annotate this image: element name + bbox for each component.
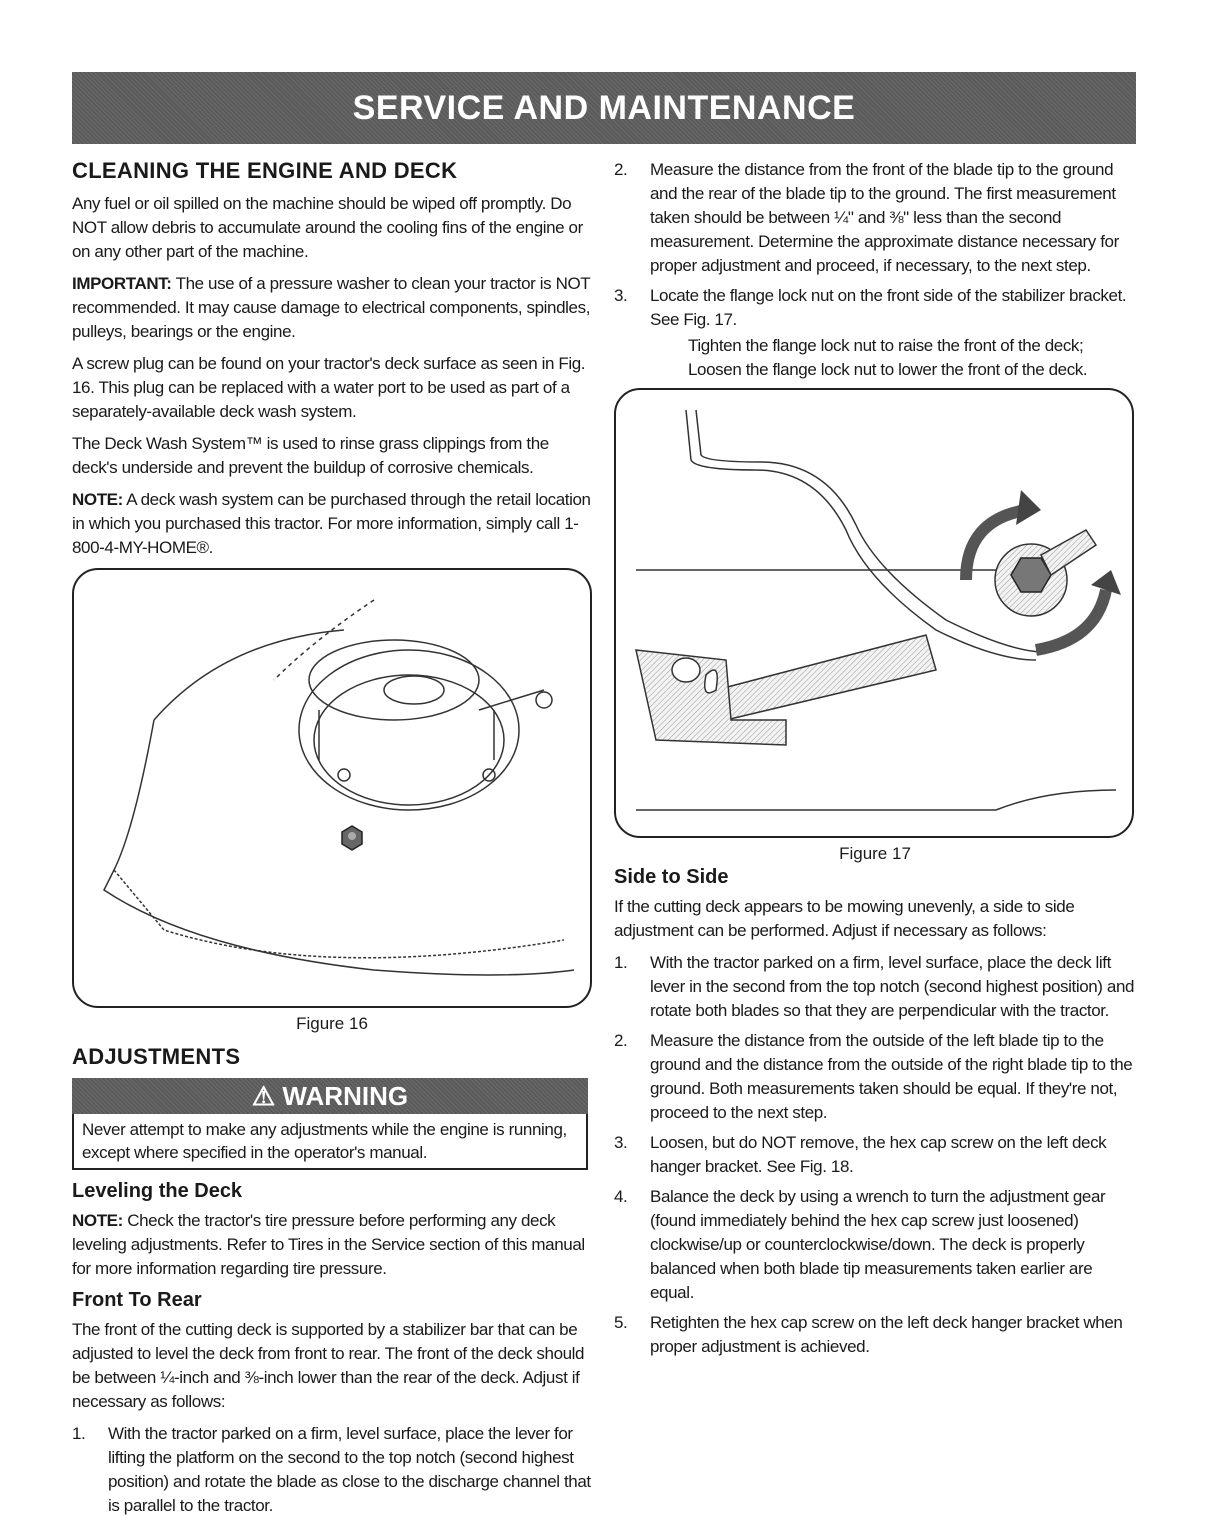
- front-rear-steps-continued: [614, 158, 1136, 332]
- figure-17-caption: Figure 17: [839, 844, 911, 863]
- section-banner: [72, 72, 1136, 144]
- list-item: 2. Measure the distance from the front of the blade tip to the ground and the rear of the blade tip to the ground. The first measurement taken should be between ¼" and ⅜" less than the second measurement. Determine the approximate distance necessary for proper adjustment and proceed, if necessary, to the next step.: [614, 160, 1119, 275]
- warning-title: ⚠ WARNING: [72, 1078, 588, 1114]
- deck-wash-paragraph: The Deck Wash System™ is used to rinse grass clippings from the deck's underside and prevent the buildup of corrosive chemicals.: [72, 434, 549, 477]
- tighten-instruction: Tighten the flange lock nut to raise the front of the deck;: [688, 336, 1084, 355]
- front-rear-heading: Front To Rear: [72, 1289, 202, 1311]
- note-label: NOTE:: [72, 490, 123, 509]
- note2-label: NOTE:: [72, 1211, 123, 1230]
- important-label: IMPORTANT:: [72, 274, 172, 293]
- front-rear-steps: [72, 1422, 592, 1518]
- stabilizer-illustration: [616, 390, 1132, 836]
- list-item: 3. Locate the flange lock nut on the front side of the stabilizer bracket. See Fig. 17.: [614, 286, 1127, 329]
- deck-illustration: [74, 570, 590, 1006]
- list-item: 4. Balance the deck by using a wrench to turn the adjustment gear (found immediately behind the hex cap screw just loosened) clockwise/up or counterclockwise/down. The deck is properly balanced when both blade tip measurements taken earlier are equal.: [614, 1187, 1106, 1302]
- side-to-side-heading: Side to Side: [614, 866, 729, 888]
- figure-17: [614, 388, 1134, 838]
- right-column: [614, 158, 1136, 1365]
- list-item: 3. Loosen, but do NOT remove, the hex cap screw on the left deck hanger bracket. See Fig. 18.: [614, 1133, 1107, 1176]
- loosen-instruction: Loosen the flange lock nut to lower the front of the deck.: [688, 360, 1088, 379]
- figure-16-caption: Figure 16: [296, 1014, 368, 1033]
- side-to-side-paragraph: If the cutting deck appears to be mowing unevenly, a side to side adjustment can be performed. Adjust if necessary as follows:: [614, 897, 1075, 940]
- note-paragraph: [72, 488, 592, 560]
- side-to-side-steps: [614, 951, 1136, 1359]
- important-paragraph: [72, 272, 592, 344]
- leveling-heading: Leveling the Deck: [72, 1180, 243, 1202]
- left-column: [72, 158, 592, 1524]
- adjustments-heading: ADJUSTMENTS: [72, 1044, 241, 1069]
- front-rear-paragraph: The front of the cutting deck is supported by a stabilizer bar that can be adjusted to level the deck from front to rear. The front of the deck should be between ¼-inch and ⅜-inch lower than the rear of the deck. Adjust if necessary as follows:: [72, 1320, 585, 1411]
- list-item: 1. With the tractor parked on a firm, level surface, place the deck lift lever in the second from the top notch (second highest position) and rotate both blades so that they are perpendicular with the tractor.: [614, 953, 1135, 1020]
- figure-16: [72, 568, 592, 1008]
- note-text: A deck wash system can be purchased through the retail location in which you purchased this tractor. For more information, simply call 1-800-4-MY-HOME®.: [72, 490, 591, 557]
- list-item: 5. Retighten the hex cap screw on the left deck hanger bracket when proper adjustment is achieved.: [614, 1313, 1123, 1356]
- warning-box: [72, 1078, 588, 1170]
- screw-plug-paragraph: A screw plug can be found on your tractor's deck surface as seen in Fig. 16. This plug can be replaced with a water port to be used as part of a separately-available deck wash system.: [72, 354, 586, 421]
- list-item: 1. With the tractor parked on a firm, level surface, place the lever for lifting the platform on the second to the top notch (second highest position) and rotate the blade as close to the discharge channel that is parallel to the tractor.: [72, 1424, 591, 1515]
- banner-title: SERVICE AND MAINTENANCE: [352, 88, 856, 127]
- list-item: 2. Measure the distance from the outside of the left blade tip to the ground and the distance from the outside of the right blade tip to the ground. Both measurements taken should be equal. If they're not, proceed to the next step.: [614, 1031, 1133, 1122]
- note2-text: Check the tractor's tire pressure before performing any deck leveling adjustments. Refer to Tires in the Service section of this manual for more information regarding tire pressure.: [72, 1211, 585, 1278]
- note2-paragraph: [72, 1209, 592, 1281]
- important-text: The use of a pressure washer to clean your tractor is NOT recommended. It may cause damage to electrical components, spindles, pulleys, bearings or the engine.: [72, 274, 591, 341]
- cleaning-paragraph: Any fuel or oil spilled on the machine should be wiped off promptly. Do NOT allow debris to accumulate around the cooling fins of the engine or on any other part of the machine.: [72, 194, 583, 261]
- warning-text: Never attempt to make any adjustments while the engine is running, except where specified in the operator's manual.: [72, 1114, 588, 1170]
- cleaning-heading: CLEANING THE ENGINE AND DECK: [72, 158, 458, 183]
